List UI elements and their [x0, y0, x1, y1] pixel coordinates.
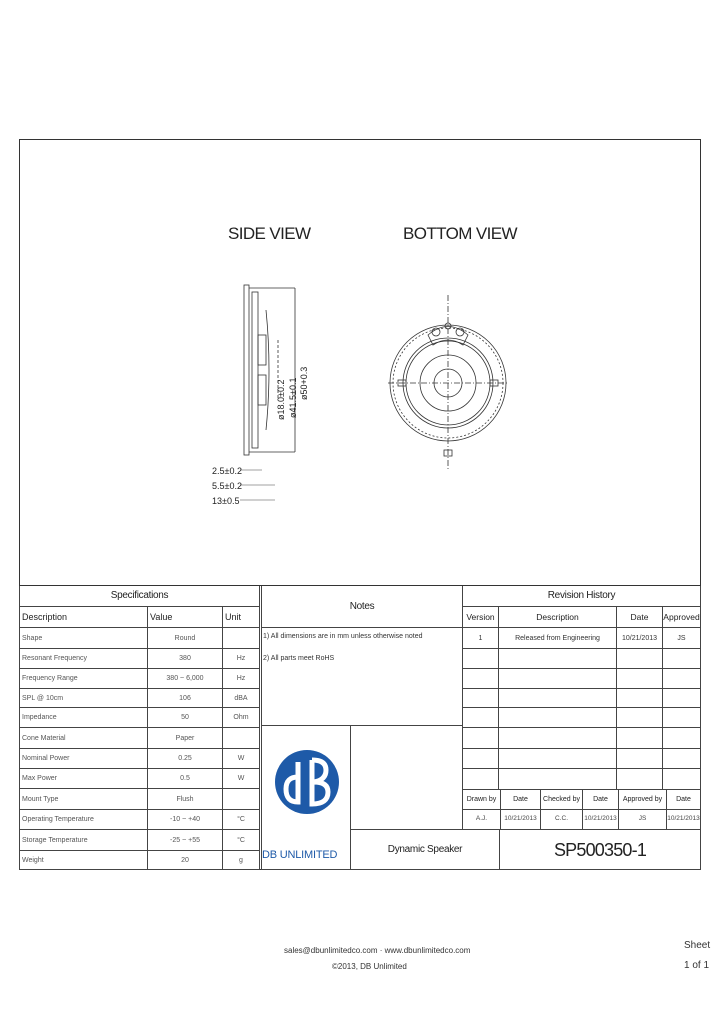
spec-cell: Operating Temperature	[19, 810, 148, 830]
spec-cell: Shape	[19, 628, 148, 649]
signoff-header: Date	[501, 790, 541, 810]
spec-cell: Mount Type	[19, 789, 148, 810]
spec-cell: W	[223, 749, 260, 769]
spec-cell: Flush	[148, 789, 223, 810]
revision-cell	[463, 749, 499, 769]
revision-cell: 10/21/2013	[617, 628, 663, 649]
revision-cell	[617, 708, 663, 728]
spec-cell: 0.5	[148, 769, 223, 789]
spec-cell: Max Power	[19, 769, 148, 789]
footer-copyright: ©2013, DB Unlimited	[332, 962, 407, 971]
spec-cell: -10 ~ +40	[148, 810, 223, 830]
product-name: Dynamic Speaker	[351, 830, 500, 870]
spec-cell: Paper	[148, 728, 223, 749]
diameter-3: ø50+0.3	[299, 366, 309, 400]
spec-cell: Frequency Range	[19, 669, 148, 689]
spec-cell: 380	[148, 649, 223, 669]
signoff-blank	[351, 726, 463, 830]
revision-header: Date	[617, 607, 663, 628]
spec-cell: g	[223, 851, 260, 870]
revision-cell	[617, 669, 663, 689]
side-dim-1: 2.5±0.2	[212, 466, 242, 476]
revision-cell	[499, 708, 617, 728]
spec-cell: Hz	[223, 649, 260, 669]
revision-cell	[463, 689, 499, 708]
revision-cell	[617, 689, 663, 708]
notes-title: Notes	[261, 586, 463, 628]
revision-cell	[663, 769, 701, 790]
revision-cell	[499, 669, 617, 689]
side-dim-2: 5.5±0.2	[212, 481, 242, 491]
signoff-header: Date	[583, 790, 619, 810]
revision-cell	[617, 649, 663, 669]
spec-header: Unit	[223, 607, 260, 628]
diameter-2: ø41.5±0.1	[288, 377, 298, 418]
revision-cell	[499, 769, 617, 790]
signoff-value: JS	[619, 810, 667, 830]
revision-cell	[617, 749, 663, 769]
spec-cell: W	[223, 769, 260, 789]
revision-cell	[463, 708, 499, 728]
spec-cell: 50	[148, 708, 223, 728]
spec-cell: °C	[223, 810, 260, 830]
revision-cell	[463, 728, 499, 749]
spec-cell	[223, 728, 260, 749]
signoff-value: C.C.	[541, 810, 583, 830]
spec-cell: Nominal Power	[19, 749, 148, 769]
side-view-title: SIDE VIEW	[228, 224, 311, 243]
db-logo-icon	[272, 732, 342, 837]
signoff-header: Checked by	[541, 790, 583, 810]
revision-cell: JS	[663, 628, 701, 649]
revision-header: Version	[463, 607, 499, 628]
bottom-view-title: BOTTOM VIEW	[403, 224, 517, 243]
signoff-header: Approved by	[619, 790, 667, 810]
signoff-value: 10/21/2013	[501, 810, 541, 830]
revision-header: Approved	[663, 607, 701, 628]
revision-header: Description	[499, 607, 617, 628]
spec-title: Specifications	[19, 586, 260, 607]
revision-cell	[617, 728, 663, 749]
bottom-view-drawing	[388, 290, 508, 480]
spec-cell: 20	[148, 851, 223, 870]
spec-header: Value	[148, 607, 223, 628]
spec-cell: Hz	[223, 669, 260, 689]
spec-cell	[223, 789, 260, 810]
revision-title: Revision History	[463, 586, 701, 607]
spec-cell: Weight	[19, 851, 148, 870]
revision-cell	[663, 708, 701, 728]
revision-cell	[463, 669, 499, 689]
revision-cell	[499, 749, 617, 769]
revision-cell	[663, 728, 701, 749]
spec-cell: Ohm	[223, 708, 260, 728]
note-1: 1) All dimensions are in mm unless otherwise noted	[263, 633, 423, 640]
revision-cell	[663, 649, 701, 669]
spec-header: Description	[19, 607, 148, 628]
signoff-value: 10/21/2013	[667, 810, 701, 830]
spec-cell	[223, 628, 260, 649]
revision-cell	[663, 689, 701, 708]
spec-cell: 106	[148, 689, 223, 708]
diameter-1: ø18.0±0.2	[276, 379, 286, 420]
spec-cell: Resonant Frequency	[19, 649, 148, 669]
note-2: 2) All parts meet RoHS	[263, 655, 335, 662]
revision-cell	[499, 649, 617, 669]
signoff-header: Drawn by	[463, 790, 501, 810]
signoff-value: A.J.	[463, 810, 501, 830]
revision-cell	[463, 769, 499, 790]
spec-cell: 0.25	[148, 749, 223, 769]
side-dim-3: 13±0.5	[212, 496, 240, 506]
revision-cell	[499, 728, 617, 749]
revision-cell: 1	[463, 628, 499, 649]
spec-cell: Impedance	[19, 708, 148, 728]
revision-cell	[663, 749, 701, 769]
spec-cell: 380 ~ 6,000	[148, 669, 223, 689]
spec-cell: dBA	[223, 689, 260, 708]
part-number: SP500350-1	[500, 830, 701, 870]
spec-cell: °C	[223, 830, 260, 851]
revision-cell	[499, 689, 617, 708]
footer-contact: sales@dbunlimitedco.com · www.dbunlimitedco.com	[284, 946, 471, 955]
spec-cell: -25 ~ +55	[148, 830, 223, 851]
signoff-header: Date	[667, 790, 701, 810]
revision-cell	[463, 649, 499, 669]
spec-cell: Round	[148, 628, 223, 649]
revision-cell	[617, 769, 663, 790]
spec-cell: SPL @ 10cm	[19, 689, 148, 708]
spec-cell: Cone Material	[19, 728, 148, 749]
spec-cell: Storage Temperature	[19, 830, 148, 851]
sheet-label: Sheet	[684, 940, 711, 951]
logo-text: DB UNLIMITED	[262, 849, 338, 861]
sheet-value: 1 of 1	[684, 960, 710, 971]
signoff-value: 10/21/2013	[583, 810, 619, 830]
revision-cell	[663, 669, 701, 689]
revision-cell: Released from Engineering	[499, 628, 617, 649]
